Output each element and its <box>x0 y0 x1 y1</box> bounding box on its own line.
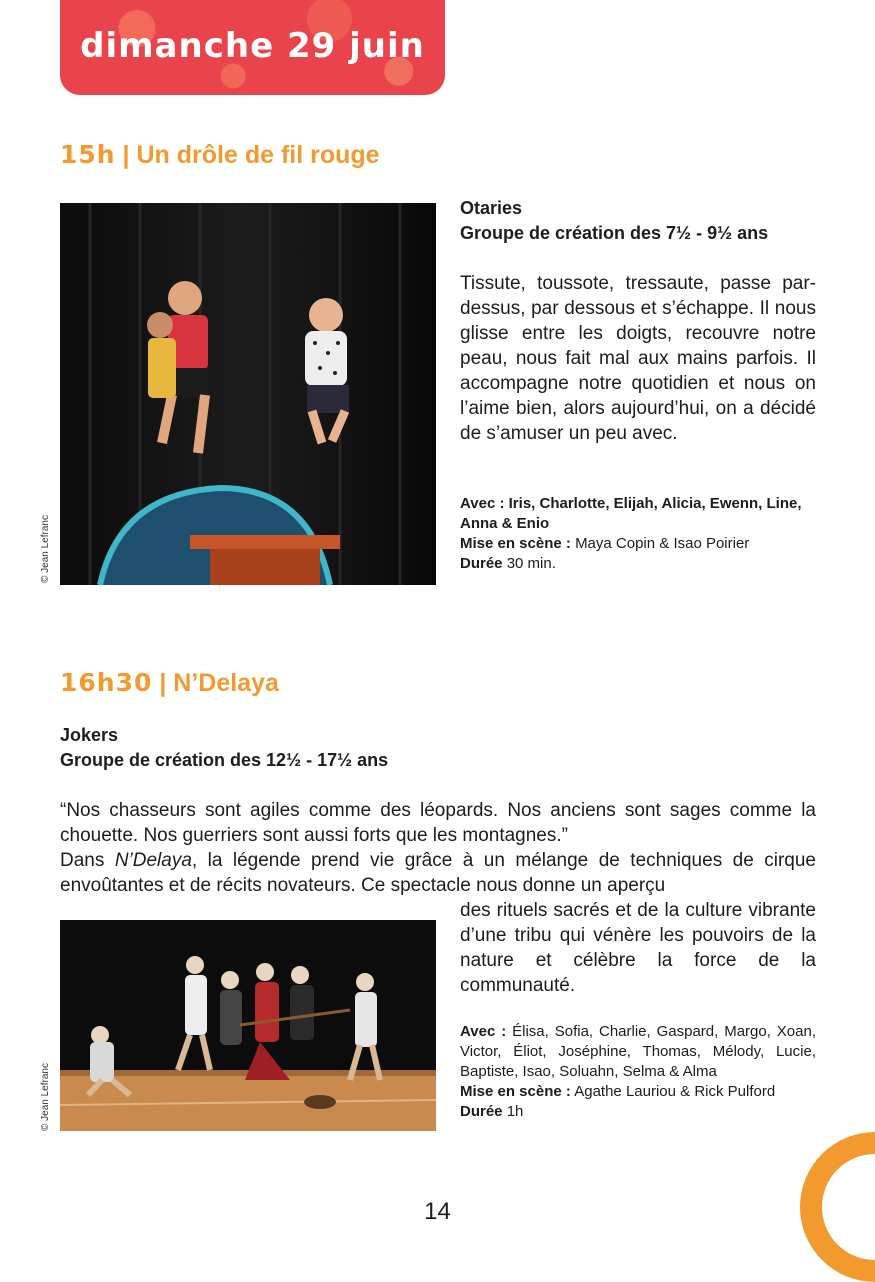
cast-line-2 <box>460 1022 816 1082</box>
description-2-continued: des rituels sacrés et de la culture vibrante d’une tribu qui vénère les pouvoirs de la nature et célèbre la force de la communauté. <box>460 900 816 996</box>
description-2-start: Dans <box>60 850 115 871</box>
cast-names: Iris, Charlotte, Elijah, Alicia, Ewenn, Line, Anna & Enio <box>460 495 802 532</box>
duration-label: Durée <box>460 1103 503 1120</box>
duration-line-2 <box>460 1102 816 1122</box>
stage-photo-illustration <box>60 203 436 585</box>
section-time-2: 16h30 <box>60 668 153 697</box>
photo-otaries <box>60 203 436 585</box>
director-names: Agathe Lauriou & Rick Pulford <box>574 1083 776 1100</box>
duration-value: 1h <box>506 1103 524 1120</box>
photo-credit-1: © Jean Lefranc <box>40 515 51 583</box>
cast-credits-1 <box>460 494 816 574</box>
header-banner <box>60 0 445 95</box>
section-show-title-1: Un drôle de fil rouge <box>136 141 380 169</box>
group-name-1: Otaries <box>460 198 523 218</box>
group-subtitle-2: Groupe de création des 12½ - 17½ ans <box>60 750 389 770</box>
page-title: dimanche 29 juin <box>80 26 425 66</box>
cast-line-1 <box>460 494 816 534</box>
director-line-2 <box>460 1082 816 1102</box>
director-label: Mise en scène : <box>460 535 571 552</box>
stage-photo-illustration-2 <box>60 920 436 1131</box>
director-names: Maya Copin & Isao Poirier <box>575 535 750 552</box>
cast-label: Avec : <box>460 1023 507 1040</box>
cast-label: Avec : <box>460 495 505 512</box>
director-label: Mise en scène : <box>460 1083 571 1100</box>
duration-label: Durée <box>460 555 503 572</box>
photo-jokers <box>60 920 436 1131</box>
cast-credits-2 <box>460 1022 816 1122</box>
group-name-2: Jokers <box>60 725 119 745</box>
title-separator: | <box>122 141 137 169</box>
decorative-arc <box>800 1132 875 1282</box>
cast-names: Élisa, Sofia, Charlie, Gaspard, Margo, Xoan, Victor, Éliot, Joséphine, Thomas, Mélody, Lucie, Baptiste, Isao, Soluahn, Selma & Alma <box>460 1023 817 1080</box>
section-show-title-2: N’Delaya <box>173 669 279 697</box>
show-title-italic: N’Delaya <box>114 850 192 871</box>
page-number: 14 <box>424 1198 451 1225</box>
duration-value: 30 min. <box>506 555 556 572</box>
photo-credit-2: © Jean Lefranc <box>40 1063 51 1131</box>
section-title-1 <box>60 140 380 170</box>
description-2-end: , la légende prend vie grâce à un mélange de techniques de cirque envoûtantes et de récits novateurs. Ce spectacle nous donne un aperçu <box>60 850 816 896</box>
group-subtitle-1: Groupe de création des 7½ - 9½ ans <box>460 223 769 243</box>
description-2 <box>60 848 816 898</box>
section-1-text <box>460 196 816 446</box>
quote-2: “Nos chasseurs sont agiles comme des léopards. Nos anciens sont sages comme la chouette. Nos guerriers sont aussi forts que les montagnes.” <box>60 800 816 846</box>
director-line-1 <box>460 534 816 554</box>
section-time-1: 15h <box>60 140 116 169</box>
section-title-2 <box>60 668 279 698</box>
description-1: Tissute, toussote, tressaute, passe par-dessus, par dessous et s’échappe. Il nous glisse entre les doigts, recouvre notre peau, nous fait mal aux mains parfois. Il accompagne notre quotidien et nous on l’aime bien, alors aujourd’hui, on a décidé de s’amuser un peu avec. <box>460 273 816 444</box>
title-separator: | <box>159 669 174 697</box>
duration-line-1 <box>460 554 816 574</box>
section-2-text <box>60 723 816 898</box>
